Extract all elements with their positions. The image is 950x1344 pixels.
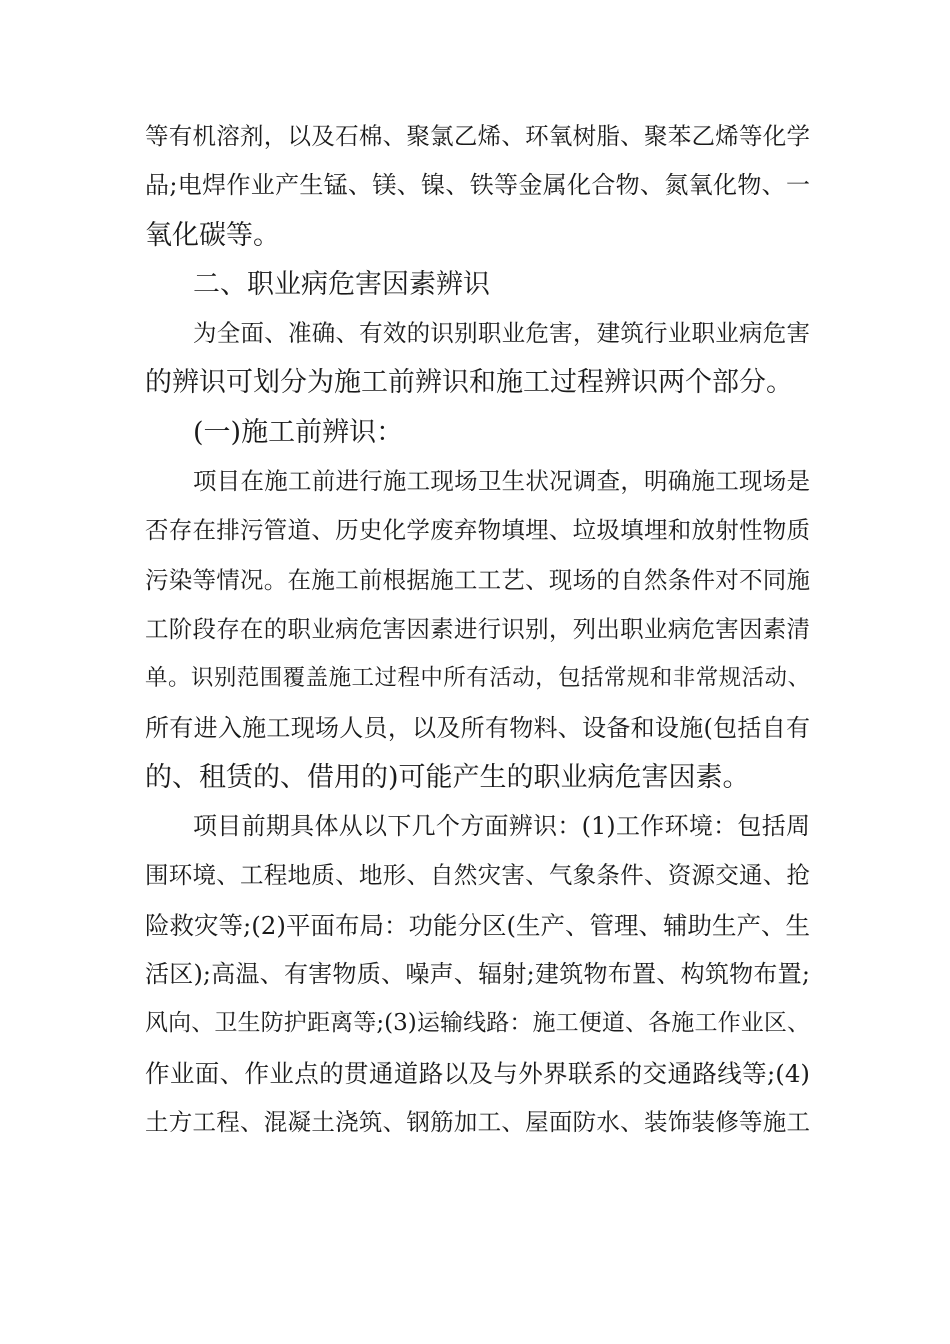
section-heading: 二、职业病危害因素辨识 [193, 268, 490, 300]
body-text-line: 的、租赁的、借用的)可能产生的职业病危害因素。 [145, 761, 750, 793]
document-body [145, 112, 810, 1147]
body-text-line: 风向、卫生防护距离等;(3)运输线路：施工便道、各施工作业区、 [145, 1010, 810, 1037]
body-text-line: 的辨识可划分为施工前辨识和施工过程辨识两个部分。 [145, 367, 793, 399]
body-text-line: 等有机溶剂，以及石棉、聚氯乙烯、环氧树脂、聚苯乙烯等化学 [145, 122, 810, 150]
body-text-line: 围环境、工程地质、地形、自然灾害、气象条件、资源交通、抢 [145, 861, 810, 890]
body-text-line: 工阶段存在的职业病危害因素进行识别，列出职业病危害因素清 [145, 614, 810, 643]
body-text-line: 污染等情况。在施工前根据施工工艺、现场的自然条件对不同施 [145, 565, 810, 594]
body-text-line: 所有进入施工现场人员，以及所有物料、设备和设施(包括自有 [145, 713, 810, 742]
body-text-line: 作业面、作业点的贯通道路以及与外界联系的交通路线等;(4) [145, 1058, 810, 1088]
body-text-line: 为全面、准确、有效的识别职业危害，建筑行业职业病危害 [193, 319, 810, 348]
body-text-line: 活区);高温、有害物质、噪声、辐射;建筑物布置、构筑物布置; [145, 960, 810, 989]
body-text-line: 土方工程、混凝土浇筑、钢筋加工、屋面防水、装饰装修等施工 [145, 1107, 810, 1136]
body-text-line: 险救灾等;(2)平面布局：功能分区(生产、管理、辅助生产、生 [145, 910, 811, 940]
subsection-heading: (一)施工前辨识： [193, 416, 404, 448]
body-text-line: 项目前期具体从以下几个方面辨识：(1)工作环境：包括周 [193, 812, 810, 841]
body-text-line: 单。识别范围覆盖施工过程中所有活动，包括常规和非常规活动、 [145, 665, 810, 692]
body-text-line: 否存在排污管道、历史化学废弃物填埋、垃圾填埋和放射性物质 [145, 516, 810, 545]
body-text-line: 氧化碳等。 [145, 219, 280, 251]
body-text-line: 品;电焊作业产生锰、镁、镍、铁等金属化合物、氮氧化物、一 [145, 171, 810, 200]
body-text-line: 项目在施工前进行施工现场卫生状况调查，明确施工现场是 [193, 467, 810, 496]
